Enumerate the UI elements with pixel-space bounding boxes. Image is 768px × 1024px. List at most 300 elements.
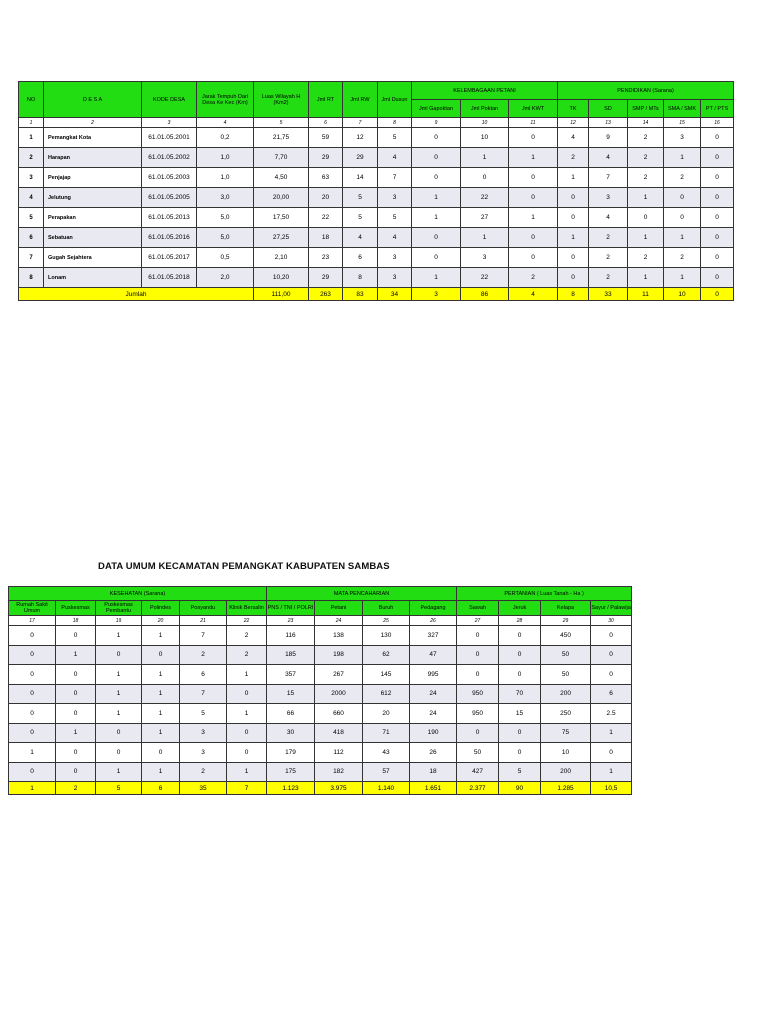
table-cell: 950 bbox=[457, 684, 499, 704]
total-cell: 1.123 bbox=[267, 782, 315, 795]
column-index: 6 bbox=[309, 118, 343, 128]
table-cell: 20 bbox=[309, 188, 343, 208]
total-cell: 3.975 bbox=[315, 782, 363, 795]
table-cell: 2 bbox=[589, 268, 628, 288]
table-cell: 29 bbox=[309, 148, 343, 168]
table-cell: 26 bbox=[410, 743, 457, 763]
column-index-row bbox=[19, 118, 734, 128]
table-cell: 7 bbox=[180, 684, 227, 704]
table-cell: 0 bbox=[591, 645, 632, 665]
table-cell: 0 bbox=[9, 762, 56, 782]
column-index: 12 bbox=[558, 118, 589, 128]
table-cell: 200 bbox=[541, 684, 591, 704]
total-cell: 90 bbox=[499, 782, 541, 795]
table-cell: 1 bbox=[412, 188, 461, 208]
table-cell: 4 bbox=[378, 148, 412, 168]
column-index: 15 bbox=[664, 118, 701, 128]
column-index: 27 bbox=[457, 616, 499, 626]
table-row bbox=[9, 723, 632, 743]
total-cell: 1 bbox=[9, 782, 56, 795]
table-cell: 10 bbox=[541, 743, 591, 763]
header-kode-desa: KODE DESA bbox=[142, 82, 197, 118]
table-cell: 8 bbox=[343, 268, 378, 288]
table-cell: 61.01.05.2013 bbox=[142, 208, 197, 228]
table-cell: 0 bbox=[509, 228, 558, 248]
table-cell: 0 bbox=[461, 168, 509, 188]
table-cell: 1 bbox=[96, 684, 142, 704]
table-cell: 1 bbox=[628, 268, 664, 288]
table-cell: 116 bbox=[267, 626, 315, 646]
table-cell: 2 bbox=[227, 645, 267, 665]
table-cell: 0 bbox=[509, 188, 558, 208]
table-cell: 3 bbox=[378, 248, 412, 268]
table-cell: 61.01.05.2018 bbox=[142, 268, 197, 288]
header-tk: TK bbox=[558, 100, 589, 118]
table-cell: 138 bbox=[315, 626, 363, 646]
column-header: Sawah bbox=[457, 601, 499, 616]
table-cell: 5,0 bbox=[197, 228, 254, 248]
table-cell: 0 bbox=[591, 743, 632, 763]
table-cell: 22 bbox=[461, 188, 509, 208]
table-cell: 3 bbox=[378, 188, 412, 208]
table-cell: 0 bbox=[499, 626, 541, 646]
column-index: 24 bbox=[315, 616, 363, 626]
table-cell: 0 bbox=[701, 168, 734, 188]
total-cell: 2.377 bbox=[457, 782, 499, 795]
table-cell: 6 bbox=[180, 665, 227, 685]
table-cell: 2 bbox=[558, 148, 589, 168]
table-cell: 0 bbox=[558, 268, 589, 288]
total-cell: 8 bbox=[558, 288, 589, 301]
table-cell: 0 bbox=[96, 743, 142, 763]
table-cell: 182 bbox=[315, 762, 363, 782]
table-cell: 1 bbox=[412, 268, 461, 288]
table-cell: 57 bbox=[363, 762, 410, 782]
table-cell: 5 bbox=[378, 208, 412, 228]
table-row bbox=[9, 704, 632, 724]
table-cell: 1 bbox=[509, 208, 558, 228]
header-jarak: Jarak Tempuh Dari Desa Ke Kec (Km) bbox=[197, 82, 254, 118]
column-index: 4 bbox=[197, 118, 254, 128]
table-cell: 2.5 bbox=[591, 704, 632, 724]
table-cell: 4 bbox=[19, 188, 44, 208]
column-index-row bbox=[9, 616, 632, 626]
column-index: 16 bbox=[701, 118, 734, 128]
table-cell: 15 bbox=[499, 704, 541, 724]
total-cell: 5 bbox=[96, 782, 142, 795]
table-cell: 47 bbox=[410, 645, 457, 665]
table-cell: 2,10 bbox=[254, 248, 309, 268]
table-row bbox=[9, 665, 632, 685]
table-cell: 5 bbox=[378, 128, 412, 148]
table-cell: 2 bbox=[180, 762, 227, 782]
table-body bbox=[19, 118, 734, 301]
total-cell: 2 bbox=[56, 782, 96, 795]
table-cell: 2 bbox=[589, 248, 628, 268]
table-cell: 0 bbox=[412, 228, 461, 248]
column-header: Klinik Bersalin bbox=[227, 601, 267, 616]
table-row bbox=[19, 188, 734, 208]
table-cell: 7 bbox=[19, 248, 44, 268]
table-cell: 1 bbox=[558, 168, 589, 188]
total-cell: 4 bbox=[509, 288, 558, 301]
table-cell: 0 bbox=[499, 743, 541, 763]
column-index: 19 bbox=[96, 616, 142, 626]
table-cell: 22 bbox=[309, 208, 343, 228]
table-cell: 27 bbox=[461, 208, 509, 228]
header-kwt: Jml KWT bbox=[509, 100, 558, 118]
column-index: 9 bbox=[412, 118, 461, 128]
total-cell: 33 bbox=[589, 288, 628, 301]
table-cell: 0 bbox=[558, 208, 589, 228]
table-cell: 1 bbox=[664, 268, 701, 288]
table-cell: 61.01.05.2016 bbox=[142, 228, 197, 248]
table-cell: 0 bbox=[701, 148, 734, 168]
table-cell: 418 bbox=[315, 723, 363, 743]
table-cell: 24 bbox=[410, 704, 457, 724]
table-cell: 0 bbox=[9, 626, 56, 646]
header-jml-dusun: Jml Dusun bbox=[378, 82, 412, 118]
table-cell: Penjajap bbox=[44, 168, 142, 188]
table-row bbox=[19, 128, 734, 148]
table-cell: 250 bbox=[541, 704, 591, 724]
table-cell: 7 bbox=[180, 626, 227, 646]
table-cell: 5 bbox=[343, 188, 378, 208]
table-cell: 0 bbox=[412, 248, 461, 268]
table-cell: 50 bbox=[457, 743, 499, 763]
table-cell: 3,0 bbox=[197, 188, 254, 208]
column-index: 30 bbox=[591, 616, 632, 626]
column-header: Kelapa bbox=[541, 601, 591, 616]
table-cell: 1 bbox=[664, 228, 701, 248]
table-row bbox=[19, 228, 734, 248]
table-row bbox=[9, 743, 632, 763]
column-index: 26 bbox=[410, 616, 457, 626]
table-cell: 0 bbox=[701, 208, 734, 228]
table-cell: 0 bbox=[9, 665, 56, 685]
table-cell: 22 bbox=[461, 268, 509, 288]
table-cell: 0 bbox=[499, 723, 541, 743]
column-index: 1 bbox=[19, 118, 44, 128]
table-cell: 21,75 bbox=[254, 128, 309, 148]
table-cell: 0,2 bbox=[197, 128, 254, 148]
table-cell: 2 bbox=[589, 228, 628, 248]
column-index: 13 bbox=[589, 118, 628, 128]
table-row bbox=[19, 208, 734, 228]
table-cell: 2 bbox=[509, 268, 558, 288]
header-mata-pencaharian: MATA PENCAHARIAN bbox=[267, 587, 457, 601]
table-cell: 3 bbox=[180, 743, 227, 763]
table-cell: 1 bbox=[142, 665, 180, 685]
total-cell: 1.140 bbox=[363, 782, 410, 795]
table-cell: 0 bbox=[56, 665, 96, 685]
table-cell: 8 bbox=[19, 268, 44, 288]
table-cell: 3 bbox=[461, 248, 509, 268]
table-cell: 2 bbox=[628, 168, 664, 188]
header-gapoktan: Jml Gapoktan bbox=[412, 100, 461, 118]
table-cell: 0 bbox=[9, 704, 56, 724]
table-row bbox=[19, 168, 734, 188]
table-cell: 1 bbox=[9, 743, 56, 763]
table-cell: 427 bbox=[457, 762, 499, 782]
column-index: 18 bbox=[56, 616, 96, 626]
table-row bbox=[19, 248, 734, 268]
table-cell: 175 bbox=[267, 762, 315, 782]
table-cell: 2 bbox=[664, 248, 701, 268]
table-cell: 0 bbox=[142, 743, 180, 763]
table-cell: 0 bbox=[9, 723, 56, 743]
table-cell: 2000 bbox=[315, 684, 363, 704]
header-no: NO bbox=[19, 82, 44, 118]
table-cell: 0 bbox=[56, 743, 96, 763]
table-cell: 0 bbox=[9, 645, 56, 665]
table-cell: 0 bbox=[56, 704, 96, 724]
table-cell: 2 bbox=[227, 626, 267, 646]
table-cell: 1 bbox=[509, 148, 558, 168]
table-cell: 5 bbox=[180, 704, 227, 724]
table-cell: 0 bbox=[56, 762, 96, 782]
table-cell: Jelutung bbox=[44, 188, 142, 208]
table-cell: 0 bbox=[457, 645, 499, 665]
table-cell: 75 bbox=[541, 723, 591, 743]
table-cell: 10,20 bbox=[254, 268, 309, 288]
table-cell: 6 bbox=[19, 228, 44, 248]
total-row bbox=[19, 288, 734, 301]
table-cell: 2 bbox=[628, 128, 664, 148]
table-cell: 0 bbox=[628, 208, 664, 228]
table-cell: 0 bbox=[96, 645, 142, 665]
table-cell: 66 bbox=[267, 704, 315, 724]
table-cell: 15 bbox=[267, 684, 315, 704]
column-index: 20 bbox=[142, 616, 180, 626]
table-cell: 17,50 bbox=[254, 208, 309, 228]
table-cell: 0 bbox=[412, 168, 461, 188]
column-header: Puskesmas bbox=[56, 601, 96, 616]
header-kesehatan: KESEHATAN (Sarana) bbox=[9, 587, 267, 601]
table-cell: 1,0 bbox=[197, 148, 254, 168]
table-cell: 0 bbox=[591, 626, 632, 646]
table-cell: 4 bbox=[589, 208, 628, 228]
table-cell: 0 bbox=[412, 128, 461, 148]
table-cell: 0 bbox=[509, 248, 558, 268]
table-cell: 0 bbox=[701, 268, 734, 288]
table-cell: 20,00 bbox=[254, 188, 309, 208]
column-header: Petani bbox=[315, 601, 363, 616]
table-cell: 20 bbox=[363, 704, 410, 724]
column-header: Puskesmas Pembantu bbox=[96, 601, 142, 616]
table-cell: 14 bbox=[343, 168, 378, 188]
table-cell: 23 bbox=[309, 248, 343, 268]
table-cell: 0 bbox=[227, 743, 267, 763]
table-header bbox=[19, 82, 734, 118]
table-cell: 30 bbox=[267, 723, 315, 743]
table-cell: 18 bbox=[309, 228, 343, 248]
header-sd: SD bbox=[589, 100, 628, 118]
column-header: Posyandu bbox=[180, 601, 227, 616]
table-cell: 130 bbox=[363, 626, 410, 646]
table-cell: 0 bbox=[499, 665, 541, 685]
table-cell: 61.01.05.2001 bbox=[142, 128, 197, 148]
total-cell: 11 bbox=[628, 288, 664, 301]
table-cell: 0 bbox=[457, 665, 499, 685]
table-cell: 0 bbox=[142, 645, 180, 665]
table-cell: Gugah Sejahtera bbox=[44, 248, 142, 268]
header-jml-rt: Jml RT bbox=[309, 82, 343, 118]
table-cell: Sebatuan bbox=[44, 228, 142, 248]
table-cell: 2,0 bbox=[197, 268, 254, 288]
table-cell: 3 bbox=[589, 188, 628, 208]
column-header: Sayur / Palawija bbox=[591, 601, 632, 616]
table-cell: 1 bbox=[461, 148, 509, 168]
table-cell: 0 bbox=[9, 684, 56, 704]
table-cell: 1 bbox=[628, 228, 664, 248]
column-index: 11 bbox=[509, 118, 558, 128]
table-row bbox=[9, 626, 632, 646]
column-header: Rumah Sakit Umum bbox=[9, 601, 56, 616]
table-cell: 29 bbox=[309, 268, 343, 288]
table-cell: 61.01.05.2005 bbox=[142, 188, 197, 208]
table-cell: 200 bbox=[541, 762, 591, 782]
table-cell: 12 bbox=[343, 128, 378, 148]
table-cell: 24 bbox=[410, 684, 457, 704]
header-desa: D E S A bbox=[44, 82, 142, 118]
table-cell: 5 bbox=[19, 208, 44, 228]
header-luas: Luas Wilayah H (Km2) bbox=[254, 82, 309, 118]
table-cell: 3 bbox=[664, 128, 701, 148]
column-index: 25 bbox=[363, 616, 410, 626]
table-cell: 9 bbox=[589, 128, 628, 148]
column-index: 8 bbox=[378, 118, 412, 128]
table-cell: 179 bbox=[267, 743, 315, 763]
table-cell: 327 bbox=[410, 626, 457, 646]
district-data-table bbox=[8, 586, 632, 795]
table-cell: 0 bbox=[56, 684, 96, 704]
table-cell: 43 bbox=[363, 743, 410, 763]
table-cell: 63 bbox=[309, 168, 343, 188]
table-cell: 4 bbox=[343, 228, 378, 248]
table-cell: 5,0 bbox=[197, 208, 254, 228]
column-index: 10 bbox=[461, 118, 509, 128]
table-body bbox=[9, 616, 632, 795]
table-cell: 2 bbox=[628, 148, 664, 168]
table-cell: 29 bbox=[343, 148, 378, 168]
total-cell: 10 bbox=[664, 288, 701, 301]
total-cell: 34 bbox=[378, 288, 412, 301]
table-cell: 3 bbox=[180, 723, 227, 743]
table-cell: 1 bbox=[628, 188, 664, 208]
table-cell: 7,70 bbox=[254, 148, 309, 168]
table-cell: 0 bbox=[227, 684, 267, 704]
table-row bbox=[19, 268, 734, 288]
header-jml-rw: Jml RW bbox=[343, 82, 378, 118]
table-row bbox=[19, 148, 734, 168]
table-cell: 1 bbox=[664, 148, 701, 168]
table-cell: 7 bbox=[589, 168, 628, 188]
table-cell: 50 bbox=[541, 665, 591, 685]
table-cell: 0 bbox=[412, 148, 461, 168]
table-cell: 6 bbox=[591, 684, 632, 704]
table-cell: 190 bbox=[410, 723, 457, 743]
table-cell: 1 bbox=[558, 228, 589, 248]
table-cell: 0 bbox=[701, 128, 734, 148]
table-cell: 3 bbox=[19, 168, 44, 188]
table-cell: 0 bbox=[664, 188, 701, 208]
table-cell: 0 bbox=[664, 208, 701, 228]
table-cell: 1,0 bbox=[197, 168, 254, 188]
table-cell: 0 bbox=[96, 723, 142, 743]
table-cell: 0 bbox=[591, 665, 632, 685]
table-cell: 0 bbox=[56, 626, 96, 646]
table-cell: 1 bbox=[142, 626, 180, 646]
table-cell: 950 bbox=[457, 704, 499, 724]
table-cell: 145 bbox=[363, 665, 410, 685]
table-cell: 61.01.05.2017 bbox=[142, 248, 197, 268]
table-cell: 612 bbox=[363, 684, 410, 704]
table-cell: 71 bbox=[363, 723, 410, 743]
table-cell: 660 bbox=[315, 704, 363, 724]
total-cell: 1.285 bbox=[541, 782, 591, 795]
table-cell: 3 bbox=[378, 268, 412, 288]
table-cell: 27,25 bbox=[254, 228, 309, 248]
table-cell: 1 bbox=[227, 762, 267, 782]
table-cell: 2 bbox=[664, 168, 701, 188]
table-cell: 450 bbox=[541, 626, 591, 646]
column-index: 28 bbox=[499, 616, 541, 626]
header-kelembagaan: KELEMBAGAAN PETANI bbox=[412, 82, 558, 100]
table-cell: 10 bbox=[461, 128, 509, 148]
header-pertanian: PERTANIAN ( Luas Tanah - Ha ) bbox=[457, 587, 632, 601]
table-cell: 0 bbox=[509, 168, 558, 188]
table-cell: 0 bbox=[457, 723, 499, 743]
total-cell: 10,5 bbox=[591, 782, 632, 795]
table-cell: 1 bbox=[412, 208, 461, 228]
table-cell: 59 bbox=[309, 128, 343, 148]
table-row bbox=[9, 645, 632, 665]
header-pt: PT / PTS bbox=[701, 100, 734, 118]
table-cell: 1 bbox=[96, 665, 142, 685]
total-cell: 86 bbox=[461, 288, 509, 301]
table-cell: 4 bbox=[558, 128, 589, 148]
table-cell: 4 bbox=[589, 148, 628, 168]
table-cell: 1 bbox=[142, 684, 180, 704]
table-cell: 0 bbox=[457, 626, 499, 646]
column-header: Polindes bbox=[142, 601, 180, 616]
table-cell: 2 bbox=[19, 148, 44, 168]
total-cell: 6 bbox=[142, 782, 180, 795]
column-index: 22 bbox=[227, 616, 267, 626]
table-cell: 0 bbox=[509, 128, 558, 148]
table-cell: 1 bbox=[227, 665, 267, 685]
table-cell: 1 bbox=[56, 645, 96, 665]
table-cell: 62 bbox=[363, 645, 410, 665]
table-cell: 1 bbox=[227, 704, 267, 724]
column-header: PNS / TNI / POLRI bbox=[267, 601, 315, 616]
table-cell: 1 bbox=[142, 762, 180, 782]
table-cell: 0 bbox=[701, 248, 734, 268]
table-cell: 1 bbox=[96, 626, 142, 646]
table-cell: 61.01.05.2003 bbox=[142, 168, 197, 188]
column-index: 3 bbox=[142, 118, 197, 128]
column-header: Buruh bbox=[363, 601, 410, 616]
column-header: Jeruk bbox=[499, 601, 541, 616]
column-index: 17 bbox=[9, 616, 56, 626]
table-cell: 2 bbox=[180, 645, 227, 665]
table-cell: 1 bbox=[461, 228, 509, 248]
total-cell: 0 bbox=[701, 288, 734, 301]
table-cell: 995 bbox=[410, 665, 457, 685]
page-title: DATA UMUM KECAMATAN PEMANGKAT KABUPATEN SAMBAS bbox=[98, 561, 390, 572]
total-cell: 35 bbox=[180, 782, 227, 795]
